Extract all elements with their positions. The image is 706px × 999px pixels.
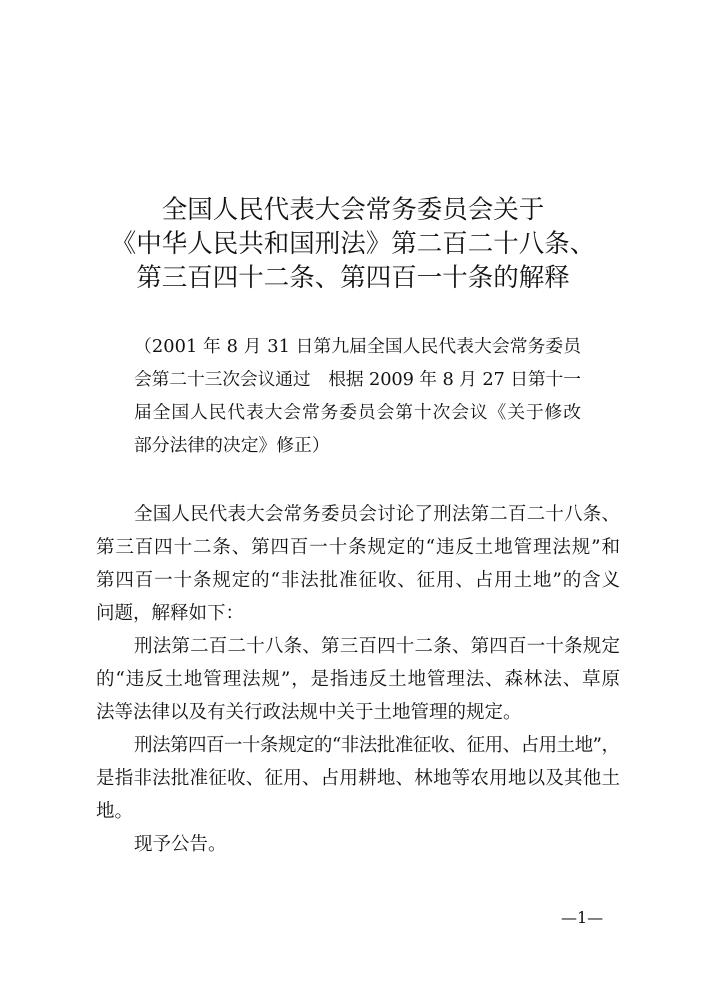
note-line: 会第二十三次会议通过 根据 2009 年 8 月 27 日第十一 [134, 369, 581, 390]
body-paragraph [96, 630, 620, 729]
paragraph-line: 的“违反土地管理法规”，是指违反土地管理法、森林法、草原 [96, 669, 621, 690]
note-line: 部分法律的决定》修正） [134, 435, 330, 456]
paragraph-line: 问题，解释如下： [96, 603, 245, 624]
title-line: 全国人民代表大会常务委员会关于 [161, 195, 545, 225]
paragraph-line: 地。 [96, 801, 134, 822]
paragraph-line: 刑法第二百二十八条、第三百四十二条、第四百一十条规定 [134, 636, 621, 657]
body-paragraph [96, 729, 620, 828]
paragraph-line: 第四百一十条规定的“非法批准征收、征用、占用土地”的含义 [96, 570, 621, 591]
paragraph-line: 刑法第四百一十条规定的“非法批准征收、征用、占用土地”， [134, 735, 620, 756]
paragraph-line: 法等法律以及有关行政法规中关于土地管理的规定。 [96, 702, 522, 723]
paragraph-line: 现予公告。 [134, 834, 227, 855]
paragraph-line: 第三百四十二条、第四百一十条规定的“违反土地管理法规”和 [96, 537, 621, 558]
note-line: （2001 年 8 月 31 日第九届全国人民代表大会常务委员 [134, 336, 582, 357]
body-paragraph [96, 498, 620, 630]
title-line: 第三百四十二条、第四百一十条的解释 [136, 263, 570, 293]
body-paragraph [96, 828, 620, 861]
document-body [96, 498, 620, 861]
page-number: —1— [561, 908, 604, 927]
title-line: 《中华人民共和国刑法》第二百二十八条、 [110, 229, 596, 259]
adoption-note [134, 330, 581, 462]
paragraph-line: 全国人民代表大会常务委员会讨论了刑法第二百二十八条、 [134, 504, 621, 525]
note-line: 届全国人民代表大会常务委员会第十次会议《关于修改 [134, 402, 582, 423]
document-title [0, 193, 706, 295]
paragraph-line: 是指非法批准征收、征用、占用耕地、林地等农用地以及其他土 [96, 768, 621, 789]
